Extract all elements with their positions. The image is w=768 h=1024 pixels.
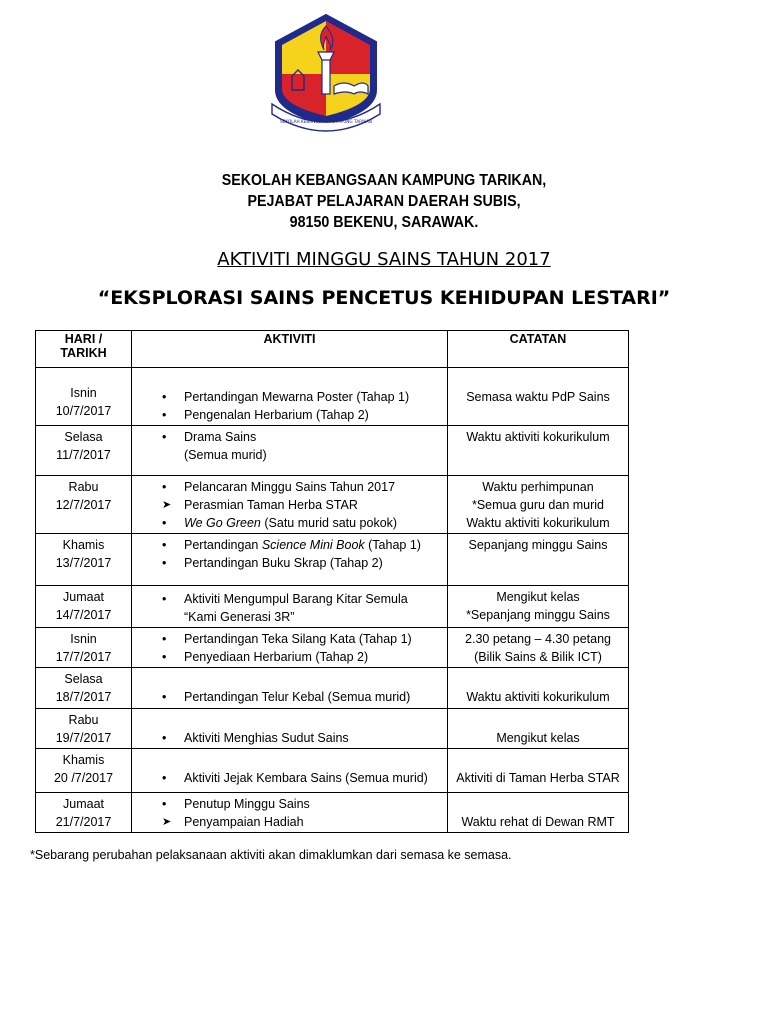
document-subtitle: AKTIVITI MINGGU SAINS TAHUN 2017 — [217, 249, 551, 270]
day-cell — [36, 668, 132, 709]
school-name: SEKOLAH KEBANGSAAN KAMPUNG TARIKAN, — [221, 172, 547, 189]
date: 19/7/2017 — [55, 731, 112, 745]
activity-cell — [132, 586, 448, 628]
note-text: Waktu aktiviti kokurikulum — [466, 690, 610, 704]
activity-item: • Aktiviti Jejak Kembara Sains (Semua murid) — [136, 769, 443, 787]
activity-item: ➤ Perasmian Taman Herba STAR — [136, 496, 443, 514]
activity-item: • Pertandingan Telur Kebal (Semua murid) — [136, 688, 443, 706]
table-row — [36, 709, 629, 749]
activity-cell — [132, 793, 448, 833]
activity-cell — [132, 628, 448, 668]
activity-item: • We Go Green (Satu murid satu pokok) — [136, 514, 443, 532]
table-row — [36, 793, 629, 833]
note-cell — [448, 534, 629, 586]
activity-cell — [132, 709, 448, 749]
date: 11/7/2017 — [56, 448, 111, 462]
activity-cell — [132, 368, 448, 426]
activity-schedule-table — [35, 330, 629, 833]
note-text: Aktiviti di Taman Herba STAR — [456, 771, 620, 785]
date: 20 /7/2017 — [53, 771, 114, 785]
activity-cell — [132, 534, 448, 586]
table-row — [36, 749, 629, 793]
school-address-block — [31, 170, 738, 233]
activity-cell — [132, 476, 448, 534]
day-cell — [36, 368, 132, 426]
day-cell — [36, 586, 132, 628]
table-row — [36, 426, 629, 476]
day-name: Rabu — [68, 713, 99, 727]
day-name: Isnin — [70, 386, 97, 400]
table-row — [36, 628, 629, 668]
activity-item: (Semua murid) — [184, 448, 267, 462]
postal-address: 98150 BEKENU, SARAWAK. — [289, 214, 479, 231]
activity-item: • Pengenalan Herbarium (Tahap 2) — [136, 406, 443, 424]
date: 14/7/2017 — [55, 608, 112, 622]
note-text: Mengikut kelas — [496, 590, 580, 604]
crest-ribbon-text: SEKOLAH KEBANGSAAN KAMPUNG TARIKAN — [280, 119, 372, 124]
activity-item: “Kami Generasi 3R” — [184, 610, 295, 624]
note-text: Mengikut kelas — [496, 731, 580, 745]
activity-item: • Pertandingan Buku Skrap (Tahap 2) — [136, 554, 443, 572]
note-text: 2.30 petang – 4.30 petang — [465, 632, 611, 646]
activity-item: • Aktiviti Mengumpul Barang Kitar Semula — [136, 590, 443, 608]
activity-cell — [132, 426, 448, 476]
day-name: Jumaat — [63, 590, 104, 604]
day-name: Selasa — [64, 430, 103, 444]
table-row — [36, 534, 629, 586]
note-text: Waktu rehat di Dewan RMT — [461, 815, 615, 829]
date: 18/7/2017 — [55, 690, 112, 704]
day-name: Selasa — [64, 672, 103, 686]
note-cell — [448, 709, 629, 749]
table-row — [36, 476, 629, 534]
day-name: Khamis — [62, 538, 105, 552]
date: 10/7/2017 — [55, 404, 112, 418]
schedule-body — [36, 368, 629, 833]
note-text: (Bilik Sains & Bilik ICT) — [474, 650, 602, 664]
note-cell — [448, 793, 629, 833]
note-text: *Semua guru dan murid — [471, 498, 605, 512]
header-day: HARI / TARIKH — [36, 331, 132, 368]
day-cell — [36, 534, 132, 586]
activity-item: • Drama Sains — [136, 428, 443, 446]
district-office: PEJABAT PELAJARAN DAERAH SUBIS, — [247, 193, 521, 210]
note-text: Waktu aktiviti kokurikulum — [466, 430, 610, 444]
date: 12/7/2017 — [55, 498, 112, 512]
note-text: Waktu aktiviti kokurikulum — [466, 516, 610, 530]
day-cell — [36, 793, 132, 833]
day-name: Jumaat — [63, 797, 104, 811]
activity-item: • Aktiviti Menghias Sudut Sains — [136, 729, 443, 747]
activity-cell — [132, 668, 448, 709]
note-cell — [448, 426, 629, 476]
activity-item: • Penyediaan Herbarium (Tahap 2) — [136, 648, 443, 666]
note-text: Semasa waktu PdP Sains — [466, 390, 610, 404]
activity-item: • Penutup Minggu Sains — [136, 795, 443, 813]
note-cell — [448, 628, 629, 668]
activity-item: • Pertandingan Science Mini Book (Tahap 1) — [136, 536, 443, 554]
theme-title: “EKSPLORASI SAINS PENCETUS KEHIDUPAN LESTARI” — [97, 287, 671, 309]
activity-item: ➤ Penyampaian Hadiah — [136, 813, 443, 831]
day-name: Rabu — [68, 480, 99, 494]
day-cell — [36, 749, 132, 793]
date: 21/7/2017 — [55, 815, 112, 829]
header-activity: AKTIVITI — [132, 331, 448, 368]
header-note: CATATAN — [448, 331, 629, 368]
table-row — [36, 586, 629, 628]
date: 13/7/2017 — [55, 556, 112, 570]
note-text: Waktu perhimpunan — [482, 480, 594, 494]
day-cell — [36, 709, 132, 749]
note-cell — [448, 668, 629, 709]
day-cell — [36, 426, 132, 476]
note-text: Sepanjang minggu Sains — [468, 538, 608, 552]
activity-item: • Pertandingan Mewarna Poster (Tahap 1) — [136, 388, 443, 406]
note-cell — [448, 476, 629, 534]
activity-item: • Pertandingan Teka Silang Kata (Tahap 1) — [136, 630, 443, 648]
note-cell — [448, 586, 629, 628]
note-cell — [448, 749, 629, 793]
table-row — [36, 668, 629, 709]
activity-cell — [132, 749, 448, 793]
day-name: Khamis — [62, 753, 105, 767]
table-row — [36, 368, 629, 426]
footnote: *Sebarang perubahan pelaksanaan aktiviti akan dimaklumkan dari semasa ke semasa. — [30, 848, 512, 862]
day-cell — [36, 628, 132, 668]
day-name: Isnin — [70, 632, 97, 646]
activity-item: • Pelancaran Minggu Sains Tahun 2017 — [136, 478, 443, 496]
note-cell — [448, 368, 629, 426]
school-crest-logo — [268, 12, 384, 134]
day-cell — [36, 476, 132, 534]
note-text: *Sepanjang minggu Sains — [466, 608, 610, 622]
date: 17/7/2017 — [55, 650, 112, 664]
